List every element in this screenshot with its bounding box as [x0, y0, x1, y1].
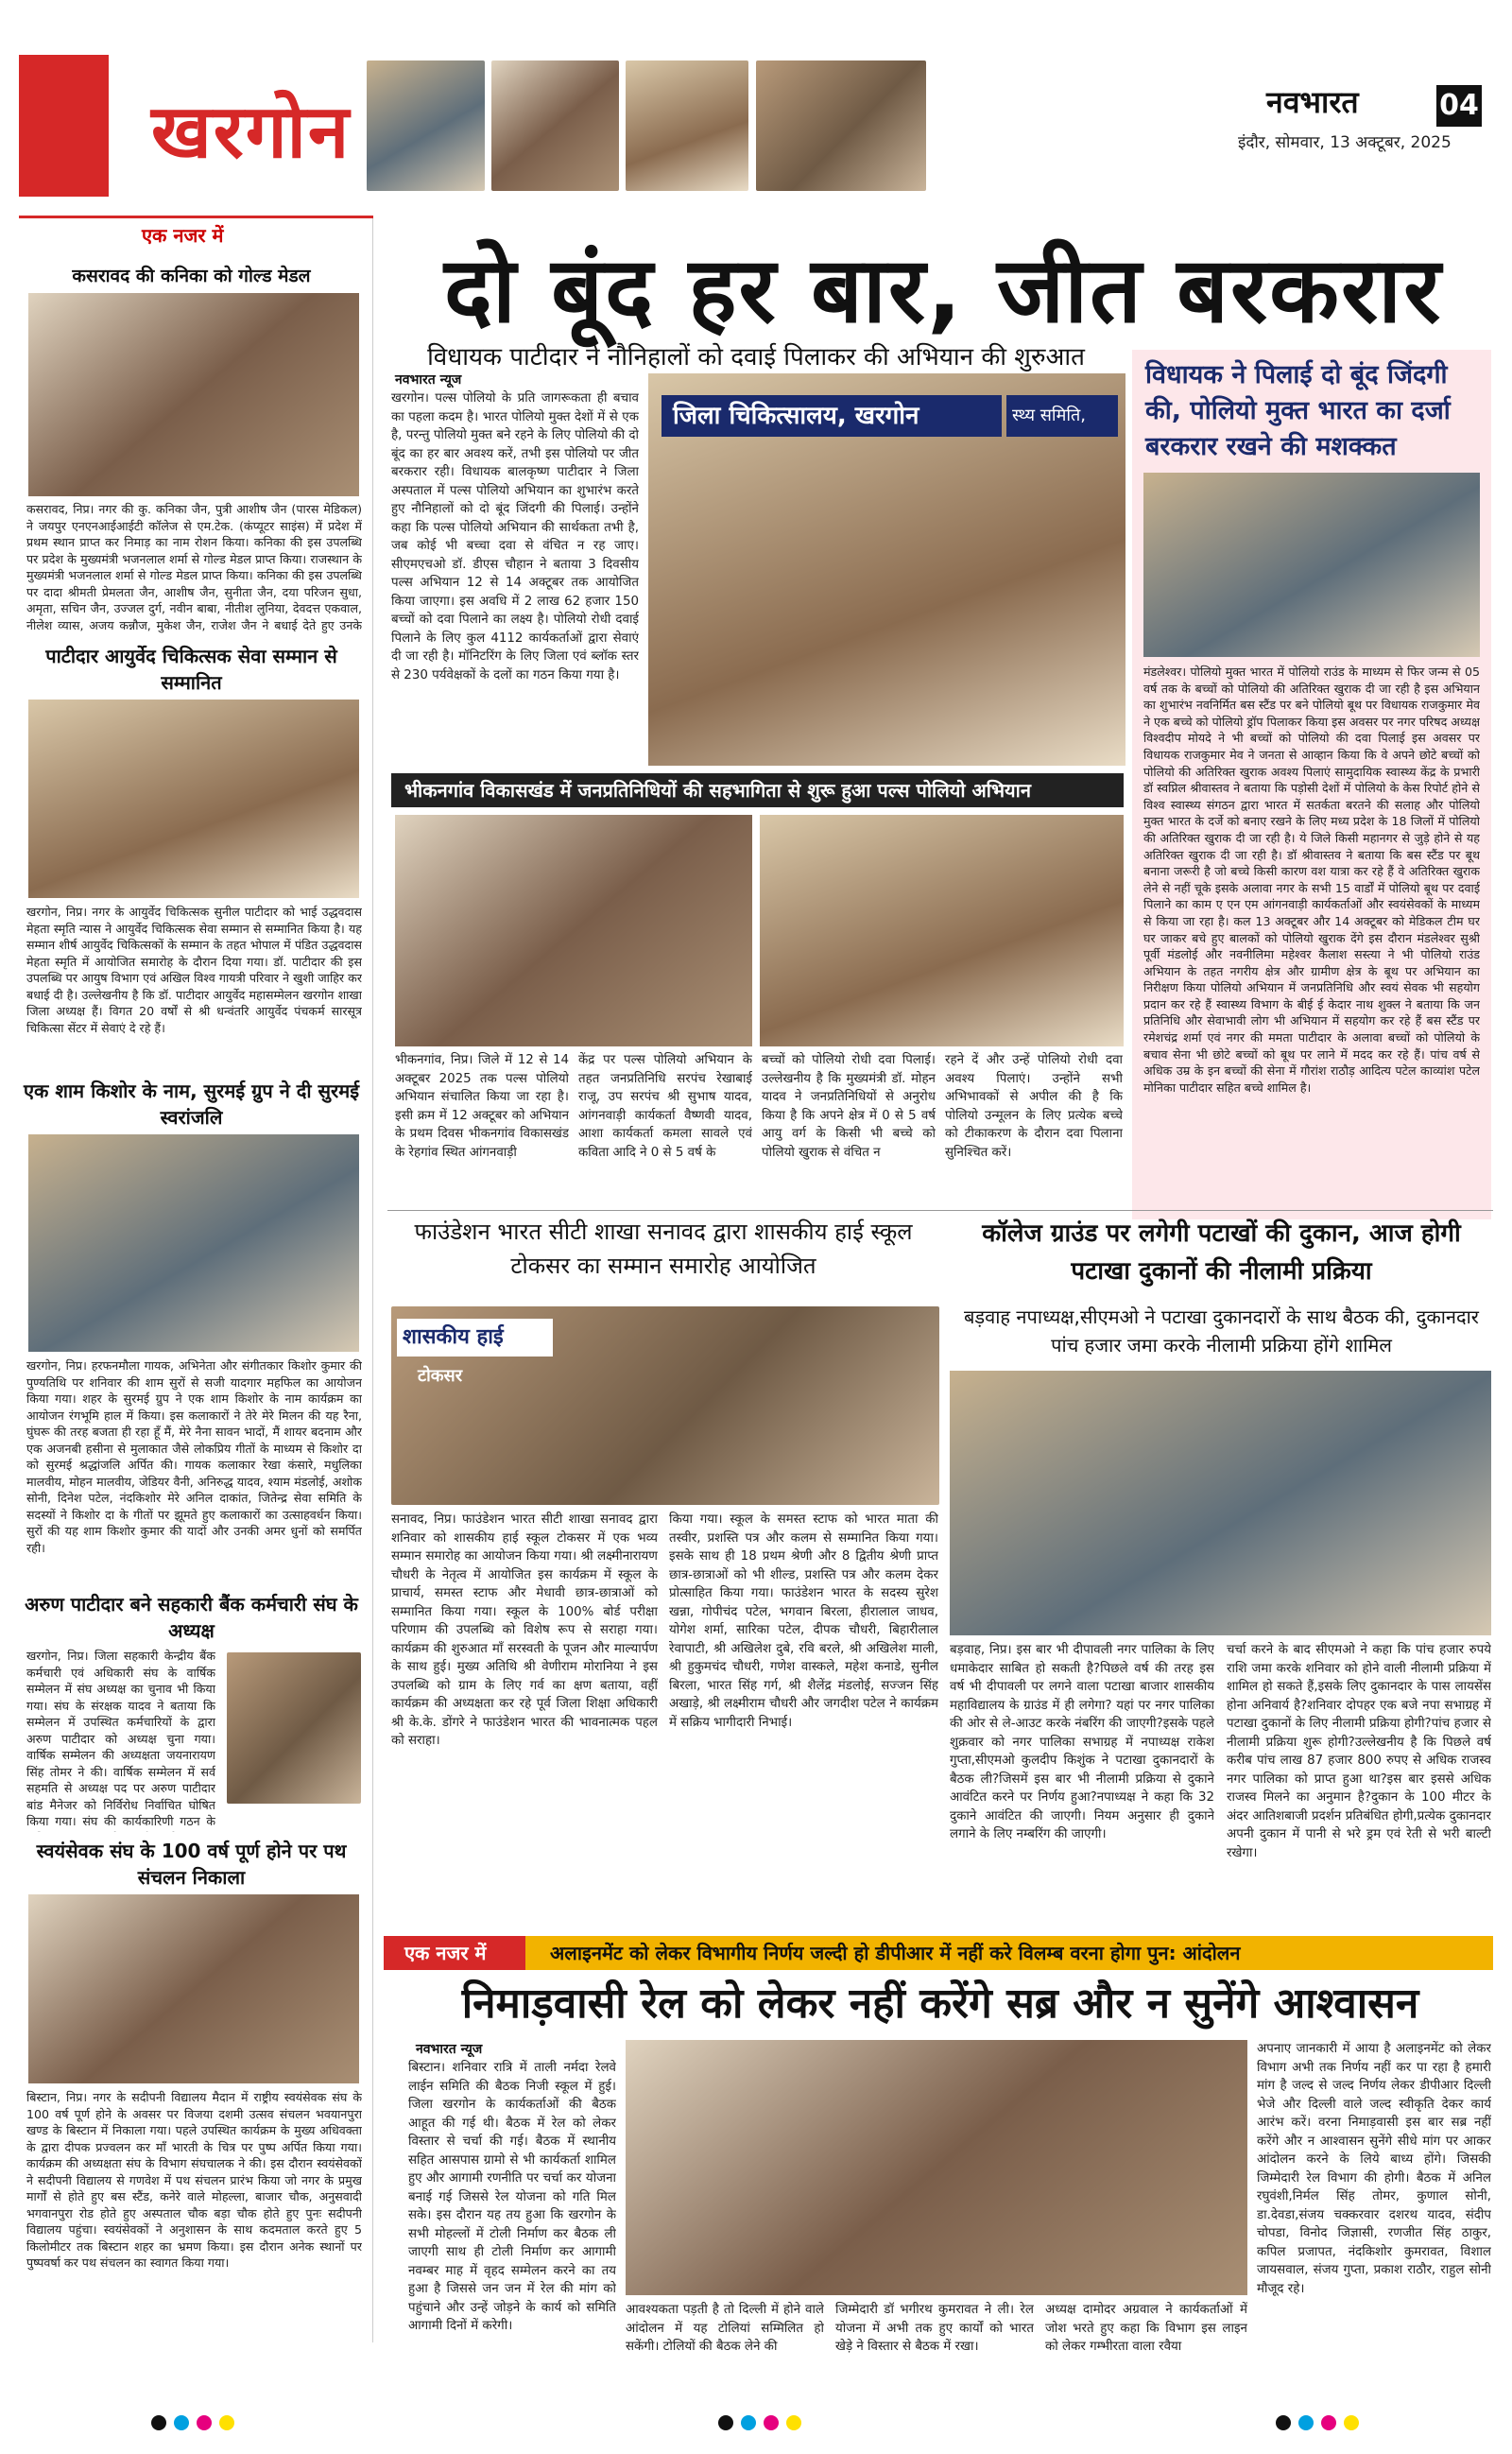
- masthead-photo-ghat: [367, 60, 485, 191]
- main-subhead: विधायक पाटीदार ने नौनिहालों को दवाई पिलाकर की अभियान की शुरुआत: [427, 343, 1085, 372]
- story-rss-title: स्वयंसेवक संघ के 100 वर्ष पूर्ण होने पर पथ संचलन निकाला: [36, 1840, 347, 1889]
- paper-name: नवभारत: [1266, 84, 1359, 120]
- patakha-subhead: बड़वाह नपाध्यक्ष,सीएमओ ने पटाखा दुकानदारों के साथ बैठक की, दुकानदार पांच हजार जमा करके नीलामी प्रक्रिया होंगे शामिल: [964, 1305, 1479, 1357]
- rail-col-3: आवश्यकता पड़ती है तो दिल्ली में होने वाले आंदोलन में यह टोलियां सम्मिलित हो सकेंगी। टोलियों की बैठक लेने की: [626, 2303, 824, 2354]
- reg-dot-black: [1276, 2415, 1291, 2430]
- reg-dot-cyan: [174, 2415, 189, 2430]
- sanawad-photo-sign: शासकीय हाई: [397, 1319, 553, 1357]
- sanawad-photo-sign-2: टोकसर: [418, 1366, 463, 1386]
- sanawad-col-1: सनावद, निप्र। फाउंडेशन भारत सीटी शाखा सनावद द्वारा शनिवार को शासकीय हाई स्कूल टोकसर में एक भव्य सम्मान समारोह का आयोजन किया गया। श्री लक्ष्मीनारायण चौधरी के नेतृत्व में आयोजित इस कार्यक्रम में स्कूल के प्राचार्य, समस्त स्टाफ और मेधावी छात्र-छात्राओं को सम्मानित किया गया। स्कूल के 100% बोर्ड परीक्षा परिणाम की उपलब्धि को विशेष रूप से सराहा गया। कार्यक्रम की शुरुआत माँ सरस्वती के पूजन और माल्यार्पण के साथ हुई। मुख्य अतिथि श्री वेणीराम मोरानिया ने इस उपलब्धि को ग्राम के लिए गर्व का क्षण बताया, वहीं कार्यक्रम की अध्यक्षता कर रहे पूर्व जिला शिक्षा अधिकारी श्री के.के. डोंगरे ने फाउंडेशन भारत की भावनात्मक पहल को सराहा।: [391, 1512, 658, 1748]
- rail-col-5: अध्यक्ष दामोदर अग्रवाल ने कार्यकर्ताओं में जोश भरते हुए कहा कि विभाग इस लाइन को लेकर गम्भीरता वाला रवैया: [1045, 2303, 1247, 2354]
- photo-sign-samiti: स्थ्य समिति,: [1006, 395, 1118, 437]
- reg-dot-yellow: [786, 2415, 801, 2430]
- sanawad-col-2: किया गया। स्कूल के समस्त स्टाफ को भारत माता की तस्वीर, प्रशस्ति पत्र और कलम से सम्मानित किया गया। इसके साथ ही 18 प्रथम श्रेणी और 8 द्वितीय श्रेणी प्राप्त छात्र-छात्राओं को भी शील्ड, प्रशस्ति पत्र और कलम देकर प्रोत्साहित किया गया। फाउंडेशन भारत के सदस्य सुरेश खन्ना, गोपीचंद पटेल, भगवान बिरला, हीरालाल जाधव, योगेश शर्मा, सारिका पटेल, दीपक चौधरी, बिहारीलाल रेवापाटी, श्री अखिलेश दुबे, रवि बरले, श्री अखिलेश माली, श्री हुकुमचंद चौधरी, गणेश वास्कले, महेश कनाडे, सुनील बिरला, भारत सिंह गर्ग, श्री शैलेंद्र मंडलोई, सज्जन सिंह अखाड़े, श्री लक्ष्मीराम चौधरी और जगदीश पटेल ने कार्यक्रम में सक्रिय भागीदारी निभाई।: [669, 1512, 938, 1730]
- reg-dot-black: [718, 2415, 733, 2430]
- registration-marks-left: [151, 2415, 242, 2434]
- sanawad-headline: फाउंडेशन भारत सीटी शाखा सनावद द्वारा शासकीय हाई स्कूल टोकसर का सम्मान समारोह आयोजित: [414, 1218, 913, 1279]
- main-story-body: खरगोन। पल्स पोलियो के प्रति जागरूकता ही बचाव का पहला कदम है। भारत पोलियो मुक्त देशों में से एक है, परन्तु पोलियो मुक्त बने रहने के लिए पोलियो की दो बूंद का हर बार अवश्य करें, तभी इस पोलियो पर जीत बरकरार रही। विधायक बालकृष्ण पाटीदार ने जिला अस्पताल में पल्स पोलियो अभियान का शुभारंभ करते हुए नौनिहालों को दो बूंद जिंदगी की पिलाई। उन्होंने कहा कि पल्स पोलियो अभियान की सार्थकता तभी है, जब कोई भी बच्चा दवा से वंचित न रह जाए। सीएमएचओ डॉ. डीएस चौहान ने बताया 3 दिवसीय पल्स अभियान 12 से 14 अक्टूबर तक आयोजित किया जाएगा। इस अवधि में 2 लाख 62 हजार 150 बच्चों को दवा पिलाने का लक्ष्य है। पोलियो रोधी दवाई पिलाने के लिए कुल 4112 कार्यकर्ताओं द्वारा सेवाएं दी जा रही है। मॉनिटरिंग के लिए जिला एवं ब्लॉक स्तर से 230 पर्यवेक्षकों के दलों का गठन किया गया है।: [391, 391, 639, 683]
- rail-col-2: अपनाए जानकारी में आया है अलाइनमेंट को लेकर विभाग अभी तक निर्णय नहीं कर पा रहा है हमारी मांग है जल्द से जल्द निर्णय लेकर डीपीआर दिल्ली भेजे और दिल्ली वाले जल्द स्वीकृति देकर कार्य आरंभ करें। वरना निमाड़वासी इस बार सब्र नहीं करेंगे और न आश्वासन सुनेंगे सीधे मांग पर आकर आंदोलन करने के लिये बाध्य होंगे। जिसकी जिम्मेदारी रेल विभाग की होगी। बैठक में अनिल रघुवंशी,निर्मल सिंह तोमर, कुणाल सोनी, डा.देवडा,संजय चक्करवार दशरथ यादव, संदीप चोपडा, विनोद जिज्ञासी, रणजीत सिंह ठाकुर, कपिल प्रजापत, नंदकिशोर कुमरावत, विशाल जायसवाल, संजय गुप्ता, प्रकाश राठौर, राहुल सोनी मौजूद रहे।: [1257, 2042, 1491, 2296]
- photo-sign-hospital: जिला चिकित्सालय, खरगोन: [662, 395, 1002, 437]
- main-byline: नवभारत न्यूज: [395, 372, 462, 388]
- rail-col-4: जिम्मेदारी डॉ भगीरथ कुमरावत ने ली। रेल योजना में अभी तक हुए कार्यों को भारत खेड़े ने विस्तार से बैठक में रखा।: [835, 2303, 1034, 2354]
- left-column: [19, 216, 373, 2342]
- section-divider: [387, 1210, 1493, 1211]
- side-story-headline: विधायक ने पिलाई दो बूंद जिंदगी की, पोलियो मुक्त भारत का दर्जा बरकरार रखने की मशक्कत: [1145, 360, 1451, 461]
- reg-dot-magenta: [764, 2415, 779, 2430]
- patakha-meeting-photo: [950, 1371, 1491, 1635]
- side-story-box: [1132, 350, 1491, 1219]
- rail-meeting-photo: [626, 2040, 1247, 2295]
- reg-dot-magenta: [1321, 2415, 1336, 2430]
- story-kishore-body: खरगोन, निप्र। हरफनमौला गायक, अभिनेता और संगीतकार किशोर कुमार की पुण्यतिथि पर शनिवार की शाम सुरों से सजी यादगार महफिल का आयोजन किया गया। शहर के सुरमई ग्रुप ने एक शाम किशोर के नाम कार्यक्रम का आयोजन रंगभूमि हाल में किया। इस कलाकारों ने तेरे मेरे मिलन की यह रैना, घुंघरू की तरह बजता ही रहा हूँ मैं, मेरे नैना सावन भादों, मैं शायर बदनाम और एक अजनबी हसीना से मुलाकात जैसे लोकप्रिय गीतों के माध्यम से किशोर दा को सुरमई श्रद्धांजलि अर्पित की। गायक कलाकार रेखा कंसारे, मधुलिका मालवीय, मोहन मालवीय, जेडियर वैनी, अनिरुद्ध यादव, श्याम मंडलोई, अशोक सोनी, दिनेश पटेल, नंदकिशोर मेरे अनिल दाकांत, जितेन्द्र सेवा समिति के सदस्यों ने किशोर दा के गीतों पर झूमते हुए कलाकारों का उत्साहवर्धन किया। सुरों की यह शाम किशोर कुमार की यादों और उनकी अमर धुनों को समर्पित रही।: [26, 1358, 362, 1555]
- rail-banner: अलाइनमेंट को लेकर विभागीय निर्णय जल्दी हो डीपीआर में नहीं करे विलम्ब वरना होगा पुन: आंदोलन: [525, 1936, 1493, 1970]
- patakha-headline: कॉलेज ग्राउंड पर लगेगी पटाखों की दुकान, आज होगी पटाखा दुकानों की नीलामी प्रक्रिया: [982, 1219, 1461, 1286]
- page-number: 04: [1436, 85, 1482, 127]
- bhikangaon-col-3: बच्चों को पोलियो रोधी दवा पिलाई। उल्लेखनीय है कि मुख्यमंत्री डॉ. मोहन यादव ने जनप्रतिनिधियों से अनुरोध किया है कि अपने क्षेत्र में 0 से 5 वर्ष आयु वर्ग के किसी भी बच्चे को पोलियो खुराक से वंचित न: [762, 1053, 936, 1160]
- story-ayurved-title: पाटीदार आयुर्वेद चिकित्सक सेवा सम्मान से सम्मानित: [45, 645, 337, 694]
- masthead-photo-temple: [491, 60, 619, 191]
- side-story-body: मंडलेश्वर। पोलियो मुक्त भारत में पोलियो राउंड के माध्यम से फिर जन्म से 05 वर्ष तक के बच्चों को पोलियो की अतिरिक्त खुराक दी जा रही है इस अभियान का शुभारंभ नवनिर्मित बस स्टैंड पर बने पोलियो बूथ पर विधायक राजकुमार मेव ने एक बच्चे को पोलियो ड्रॉप पिलाकर किया इस अवसर पर नगर परिषद अध्यक्ष विश्वदीप मोयदे ने भी बच्चों को पोलियो की दवा पिलाई इस अवसर पर विधायक राजकुमार मेव ने जनता से आव्हान किया कि वे अपने छोटे बच्चों को पोलियो की अतिरिक्त खुराक अवश्य पिलाएं सामुदायिक स्वास्थ्य केंद्र के प्रभारी डॉ स्वप्निल श्रीवास्तव ने बताया कि पड़ोसी देशों में पोलियो के केस रिपोर्ट होने से विश्व स्वास्थ्य संगठन द्वारा भारत में सतर्कता बरतने की सलाह और पोलियो मुक्त भारत के दर्जे को बनाए रखने के लिए मध्य प्रदेश के 18 जिलों में पोलियो की अतिरिक्त खुराक दी जा रही है। ये जिले किसी महानगर से जुड़े होने से यह अतिरिक्त खुराक दी जा रही है। डॉ श्रीवास्तव ने बताया कि बस स्टैंड पर बूथ बनाना जरूरी है जो बच्चे किसी कारण वश यात्रा कर रहे हैं वे अतिरिक्त खुराक लेने से नहीं चूके इसके अलावा नगर के सभी 15 वार्डों में पोलियो बूथ पर दवाई पिलाने का काम ए एन एम आंगनवाड़ी कार्यकर्ताओं और स्वयंसेवकों के माध्यम से किया जा रहा है। कल 13 अक्टूबर और 14 अक्टूबर को मेडिकल टीम घर घर जाकर बचे हुए बालकों को पोलियो खुराक देंगे इस दौरान मंडलेश्वर सुश्री पूर्वी मंडलोई और नवनीलिमा महेश्वर कैलाश सस्त्या ने भी पोलियो राउंड अभियान के तहत नगरीय क्षेत्र और ग्रामीण क्षेत्र के बूथ पर अभियान का निरीक्षण किया पोलियो अभियान में जनप्रतिनिधि और स्वयं सेवक भी सहयोग प्रदान कर रहे हैं स्वास्थ्य विभाग के बीई ई केदार नाथ शुक्ल ने बताया कि जन प्रतिनिधि और सेवाभावी लोग भी अभियान में सहयोग कर रहे हैं बस स्टैंड पर रमेशचंद्र शर्मा एवं नगर की ममता पाटीदार के अलावा बच्चों को पोलियो के बचाव सेना भी छोटे बच्चों को बूथ पर लाने में मदद कर रहे हैं। पांच वर्ष से अधिक उम्र के इन बच्चों की सेना में गौरांश राठौड़ आदित्य पटेल काव्यांश पटेल मोनिका पाटीदार सहित बच्चे शामिल है।: [1143, 665, 1480, 1095]
- masthead-red-bar: [19, 55, 109, 197]
- bhikangaon-col-4: रहने दें और उन्हें पोलियो रोधी दवा अवश्य पिलाएं। उन्होंने सभी अभिभावकों से अपील की है कि पोलियो उन्मूलन के लिए प्रत्येक बच्चे को टीकाकरण के दौरान दवा पिलाना सुनिश्चित करें।: [945, 1053, 1123, 1160]
- bhikangaon-photo-2: [760, 815, 1124, 1046]
- story-kishore-title: एक शाम किशोर के नाम, सुरमई ग्रुप ने दी सुरमई स्वरांजलि: [23, 1080, 360, 1129]
- story-bank-body: खरगोन, निप्र। जिला सहकारी केन्द्रीय बैंक कर्मचारी एवं अधिकारी संघ के वार्षिक सम्मेलन में संघ अध्यक्ष का चुनाव भी किया गया। संघ के संरक्षक यादव ने बताया कि सम्मेलन में उपस्थित कर्मचारियों के द्वारा अरुण पाटीदार को अध्यक्ष चुना गया। वार्षिक सम्मेलन की अध्यक्षता जयनारायण सिंह तोमर ने की। वार्षिक सम्मेलन में सर्व सहमति से अध्यक्ष पद पर अरुण पाटीदार बांड मैनेजर को निर्विरोध निर्वाचित घोषित किया गया। संघ की कार्यकारिणी गठन के: [26, 1649, 215, 1828]
- story-gold-medal-photo: [28, 293, 359, 496]
- story-ayurved-photo: [28, 700, 359, 898]
- side-story-photo: [1143, 473, 1480, 657]
- rail-byline: नवभारत न्यूज: [416, 2042, 483, 2057]
- reg-dot-black: [151, 2415, 166, 2430]
- story-kishore-photo: [28, 1134, 359, 1352]
- story-gold-medal-body: कसरावद, निप्र। नगर की कु. कनिका जैन, पुत्री आशीष जैन (पारस मेडिकल) ने जयपुर एनएनआईआईटी कॉलेज से एम.टेक. (कंप्यूटर साइंस) में प्रदेश में प्रथम स्थान प्राप्त कर निमाड़ का नाम रोशन किया। कनिका की इस उपलब्धि पर प्रदेश के मुख्यमंत्री भजनलाल शर्मा से गोल्ड मेडल प्राप्त किया। राजस्थान के मुख्यमंत्री भजनलाल शर्मा से गोल्ड मेडल प्राप्त किया। कनिका की इस उपलब्धि पर दादा श्रीमती प्रेमलता जैन, आशीष जैन, सुनीता जैन, दया परिजन सुधा, अमृता, सचिन जैन, उज्जल दुर्ग, नवीन बाबा, नीतीश लुनिया, देवदत्त एकवाल, नीलेश व्यास, अजय कन्नौज, मुकेश जैन, राजेश जैन ने बधाई देते हुए उनके: [26, 502, 362, 632]
- main-headline: दो बूंद हर बार, जीत बरकरार: [444, 237, 1443, 343]
- patakha-col-2: चर्चा करने के बाद सीएमओ ने कहा कि पांच हजार रुपये राशि जमा करके शनिवार को होने वाली नीलामी प्रक्रिया में शामिल हो सकते हैं,इसके लिए दुकानदार के पास लायसेंस होना अनिवार्य है?शनिवार दोपहर एक बजे नपा सभाग्रह में पटाखा दुकानों के लिए नीलामी प्रक्रिया होगी?पांच हजार से नीलामी प्रक्रिया शुरू होगी?उल्लेखनीय है कि पिछले वर्ष करीब पांच लाख 87 हजार 800 रुपए से अधिक राजस्व नगर पालिका को प्राप्त हुआ था?इस बार इससे अधिक राजस्व मिलने का अनुमान है?दुकान के 100 मीटर के अंदर आतिशबाजी प्रदर्शन प्रतिबंधित होगी,प्रत्येक दुकानदार अपनी दुकान में पानी से भरे ड्रम एवं रेती से भरी बाल्टी रखेगा।: [1227, 1643, 1491, 1860]
- story-rss-body: बिस्टान, निप्र। नगर के सदीपनी विद्यालय मैदान में राष्ट्रीय स्वयंसेवक संघ के 100 वर्ष पूर्ण होने के अवसर पर विजया दशमी उत्सव संचलन भवयानपुरा खण्ड के बिस्टान में निकाला गया। पहले उपस्थित कार्यक्रम के मुख्य अधिवक्ता के द्वारा दीपक प्रज्वलन कर माँ भारती के चित्र पर पुष्प अर्पित किया गया। कार्यक्रम की अध्यक्षता संघ के विभाग संघचालक ने की। इस दौरान स्वयंसेवकों ने सदीपनी विद्यालय से गणवेश में पथ संचलन प्रारंभ किया जो नगर के प्रमुख मार्गों से होते हुए बस स्टैंड, कनेरे वाले मोहल्ला, बाजार चौक, अनुसवादी भगवानपुरा रोड होते हुए अस्पताल चौक बड़ा चौक होते हुए पुनः सदीपनी विद्यालय पहुंचा। स्वयंसेवकों ने अनुशासन के साथ कदमताल करते हुए 5 किलोमीटर तक बिस्टान शहर का भ्रमण किया। इस दौरान अनेक स्थानों पर पुष्पवर्षा कर पथ संचलन का स्वागत किया गया।: [26, 2090, 362, 2270]
- registration-marks-right: [1276, 2415, 1366, 2434]
- masthead-photo-temple-2: [756, 60, 926, 191]
- reg-dot-magenta: [197, 2415, 212, 2430]
- story-bank-portrait: [227, 1652, 361, 1804]
- patakha-col-1: बड़वाह, निप्र। इस बार भी दीपावली नगर पालिका के लिए धमाकेदार साबित हो सकती है?पिछले वर्ष की तरह इस वर्ष भी दीपावली पर लगने वाला पटाखा बाजार शासकीय महाविद्यालय के ग्राउंड में ही लगेगा? यहां पर नगर पालिका की ओर से ले-आउट करके नंबरिंग की जाएगी?इसके पहले शुक्रवार को नगर पालिका सभाग्रह में नपाध्यक्ष राकेश गुप्ता,सीएमओ कुलदीप किशुंक ने पटाखा दुकानदारों के बैठक ली?जिसमें इस बार भी नीलामी प्रक्रिया से दुकाने आवंटित करने पर निर्णय हुआ?नपाध्यक्ष ने कहा कि 32 दुकाने आवंटित की जाएगी। नियम अनुसार ही दुकाने लगाने के लिए नम्बरिंग की जाएगी।: [950, 1643, 1214, 1841]
- masthead-photo-fort: [626, 60, 748, 191]
- bhikangaon-banner: भीकनगांव विकासखंड में जनप्रतिनिधियों की सहभागिता से शुरू हुआ पल्स पोलियो अभियान: [391, 773, 1124, 807]
- left-kicker: एक नजर में: [19, 216, 373, 251]
- bhikangaon-col-2: केंद्र पर पल्स पोलियो अभियान के तहत जनप्रतिनिधि सरपंच रेखाबाई राजू, उप सरपंच श्री सुभाष यादव, आंगनवाड़ी कार्यकर्ता वैष्णवी यादव, आशा कार्यकर्ता कमला सावले एवं कविता आदि ने 0 से 5 वर्ष के: [578, 1053, 752, 1160]
- reg-dot-cyan: [741, 2415, 756, 2430]
- bhikangaon-photo-1: [395, 815, 752, 1046]
- reg-dot-yellow: [219, 2415, 234, 2430]
- story-gold-medal-title: कसरावद की कनिका को गोल्ड मेडल: [72, 266, 311, 286]
- story-rss-photo: [28, 1894, 359, 2083]
- masthead: [19, 55, 1493, 197]
- section-title: खरगोन: [151, 90, 352, 175]
- registration-marks-center: [718, 2415, 809, 2434]
- rail-kicker: एक नजर में: [384, 1936, 525, 1970]
- story-ayurved-body: खरगोन, निप्र। नगर के आयुर्वेद चिकित्सक सुनील पाटीदार को भाई उद्धवदास मेहता स्मृति न्यास ने आयुर्वेद चिकित्सक सेवा सम्मान से सम्मानित किया है। यह सम्मान शीर्ष आयुर्वेद चिकित्सकों के सम्मान के तहत भोपाल में पंडित उद्धवदास मेहता स्मृति में आयोजित समारोह के दौरान दिया गया। डॉ. पाटीदार की इस उपलब्धि पर आयुष विभाग एवं अखिल विश्व गायत्री परिवार ने खुशी जाहिर कर बधाई दी है। उल्लेखनीय है कि डॉ. पाटीदार आयुर्वेद महासम्मेलन खरगोन शाखा जिला अध्यक्ष हैं। विगत 20 वर्षों से श्री धन्वंतरि आयुर्वेद पंचकर्म सारसूत्र चिकित्सा सेंटर में सेवाएं दे रहे हैं।: [26, 905, 362, 1035]
- bhikangaon-col-1: भीकनगांव, निप्र। जिले में 12 से 14 अक्टूबर 2025 तक पल्स पोलियो अभियान संचालित किया जा रहा है। इसी क्रम में 12 अक्टूबर को अभियान के प्रथम दिवस भीकनगांव विकासखंड के रेहगांव स्थित आंगनवाड़ी: [395, 1053, 569, 1160]
- dateline: इंदौर, सोमवार, 13 अक्टूबर, 2025: [1238, 133, 1452, 152]
- story-bank-title: अरुण पाटीदार बने सहकारी बैंक कर्मचारी संघ के अध्यक्ष: [25, 1593, 358, 1642]
- reg-dot-yellow: [1344, 2415, 1359, 2430]
- rail-headline: निमाड़वासी रेल को लेकर नहीं करेंगे सब्र और न सुनेंगे आश्वासन: [461, 1979, 1419, 2028]
- reg-dot-cyan: [1298, 2415, 1314, 2430]
- rail-col-1: बिस्टान। शनिवार रात्रि में ताली नर्मदा रेलवे लाईन समिति की बैठक निजी स्कूल में हुई। जिला खरगोन के कार्यकर्ताओं की बैठक आहूत की गई थी। बैठक में रेल को लेकर विस्तार से चर्चा की गई। बैठक में स्थानीय सहित आसपास ग्रामो से भी कार्यकर्ता शामिल हुए और आगामी रणनीति पर चर्चा कर योजना बनाई गई जिससे रेल योजना को गति मिल सके। इस दौरान यह तय हुआ कि खरगोन के सभी मोहल्लों में टोली निर्माण कर बैठक ली जाएगी साथ ही टोली निर्माण कर आगामी नवम्बर माह में वृहद सम्मेलन करने का तय हुआ है जिससे जन जन में रेल की मांग को पहुंचाने और उन्हें जोड़ने के कार्य को समिति आगामी दिनों में करेगी।: [408, 2061, 616, 2333]
